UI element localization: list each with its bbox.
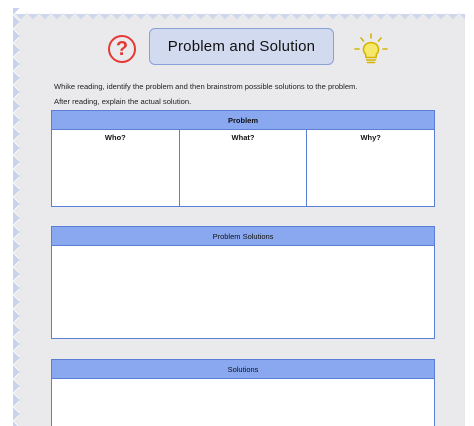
- problem-solutions-panel[interactable]: [51, 226, 435, 339]
- problem-solutions-heading: Problem Solutions: [52, 227, 434, 246]
- problem-columns: [52, 130, 434, 207]
- zigzag-border-top-accent: [9, 14, 465, 20]
- problem-panel: [51, 110, 435, 207]
- who-column[interactable]: [52, 130, 180, 207]
- instructions: [54, 79, 464, 109]
- zigzag-border-left-accent: [13, 8, 21, 426]
- page-title: [149, 28, 334, 65]
- what-column[interactable]: [180, 130, 308, 207]
- question-mark: ?: [115, 37, 129, 60]
- worksheet: [9, 8, 465, 426]
- page-title-text: Problem and Solution: [167, 38, 316, 55]
- why-label: Why?: [360, 133, 381, 142]
- question-circle-icon: [108, 35, 136, 63]
- instructions-line-1: Whike reading, identify the problem and then brainstrom possible solutions to the problem.: [54, 82, 358, 91]
- problem-heading: Problem: [52, 111, 434, 130]
- instructions-line-2: After reading, explain the actual solution.: [54, 97, 192, 106]
- why-column[interactable]: [307, 130, 434, 207]
- lightbulb-icon: [349, 32, 393, 68]
- who-label: Who?: [104, 133, 126, 142]
- solutions-heading: Solutions: [52, 360, 434, 379]
- what-label: What?: [231, 133, 255, 142]
- solutions-panel[interactable]: [51, 359, 435, 426]
